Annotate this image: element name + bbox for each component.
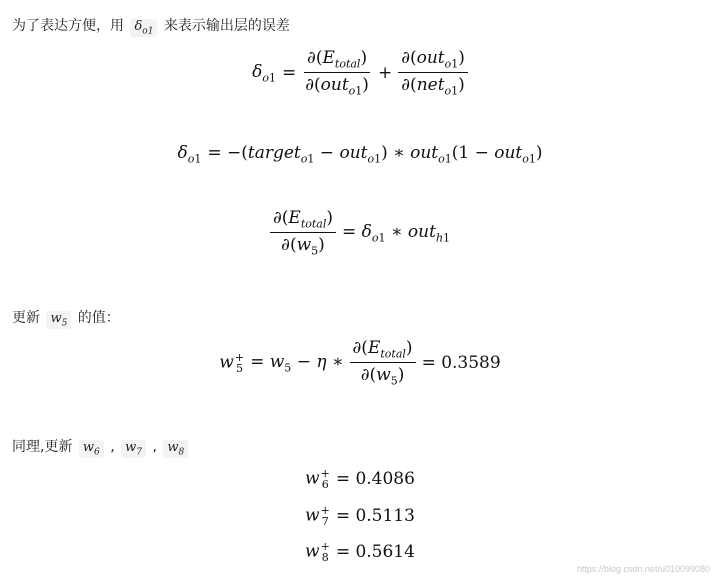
w6-value: = 0.4086 [335, 469, 415, 489]
equation-delta-definition: $\delta_{o1}$ = $\frac{\partial(E_{total})}{\partial(out_{o1})}$ + $\frac{\partial(out_{o1})}{\partial(net_{o1})}$ [0, 48, 720, 98]
equation-w5-update: w + 5 = $w_5 - \eta$ ∗ $\frac{\partial(E_{total})}{\partial(w_5)}$ = 0.3589 [219, 338, 501, 388]
update-w5-paragraph [12, 307, 120, 329]
equation-w6: w + 6 = 0.4086 [305, 467, 415, 491]
w6-inline: $w_6$ [79, 440, 104, 458]
w8-inline: $w_8$ [163, 440, 188, 458]
equation-w8: w + 8 = 0.5614 [305, 540, 415, 564]
similar-paragraph [12, 436, 190, 458]
sep-2: , [152, 439, 157, 455]
w5-value: = 0.3589 [421, 352, 501, 373]
w7-inline: $w_7$ [121, 440, 146, 458]
watermark: https://blog.csdn.net/u010099080 [576, 564, 710, 574]
plus-sign: + [377, 62, 393, 83]
intro-paragraph [12, 15, 290, 37]
equation-delta-expanded: $\delta_{o1}$ = −(target$_{o1}$ − out$_{o1}$) ∗ out$_{o1}$(1 − out$_{o1}$) [177, 143, 543, 166]
intro-text-after: 来表示输出层的误差 [163, 18, 290, 34]
equation-w7: w + 7 = 0.5113 [305, 504, 415, 528]
update-text-before: 更新 [12, 310, 40, 326]
similar-text: 同理,更新 [12, 439, 73, 455]
intro-text-before: 为了表达方便，用 [12, 18, 124, 34]
delta-o1-inline: $\delta_{o1}$ [130, 19, 157, 37]
w7-value: = 0.5113 [335, 506, 415, 526]
w5-inline: $w_5$ [46, 311, 71, 329]
sep-1: , [110, 439, 115, 455]
update-text-after: 的值： [77, 310, 120, 326]
w8-value: = 0.5614 [335, 542, 415, 562]
equation-gradient-w5: $\frac{\partial(E_{total})}{\partial(w_5)}$ = $\delta_{o1}$ ∗ out$_{h1}$ [0, 208, 720, 258]
